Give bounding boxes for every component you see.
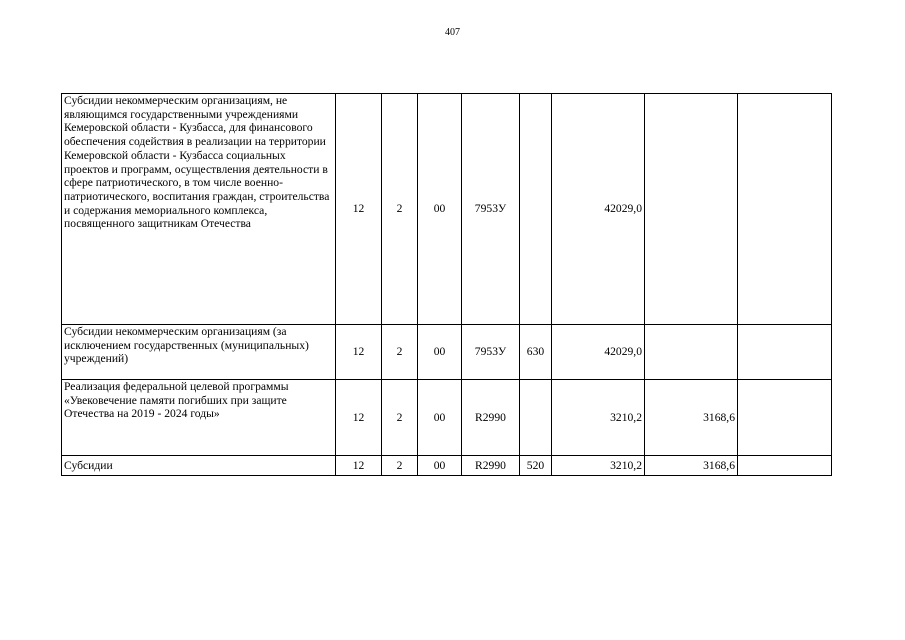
direction-cell: R2990 [462, 380, 520, 456]
expense-type-cell [520, 94, 552, 325]
amount-3-cell [738, 94, 832, 325]
section-cell: 12 [336, 456, 382, 476]
amount-2-cell [645, 325, 738, 380]
expense-type-cell: 630 [520, 325, 552, 380]
row-name-cell: Реализация федеральной целевой программы «Увековечение памяти погибших при защите Отечества на 2019 - 2024 годы» [62, 380, 336, 456]
program-cell: 00 [418, 380, 462, 456]
table-row [62, 456, 832, 476]
amount-2-cell: 3168,6 [645, 456, 738, 476]
program-cell: 00 [418, 325, 462, 380]
table-row [62, 380, 832, 456]
direction-cell: 7953У [462, 94, 520, 325]
subsection-cell: 2 [382, 456, 418, 476]
direction-cell: R2990 [462, 456, 520, 476]
amount-2-cell [645, 94, 738, 325]
amount-3-cell [738, 325, 832, 380]
expense-type-cell: 520 [520, 456, 552, 476]
row-name-cell: Субсидии [62, 456, 336, 476]
amount-1-cell: 3210,2 [552, 456, 645, 476]
subsection-cell: 2 [382, 325, 418, 380]
table-row [62, 325, 832, 380]
amount-1-cell: 42029,0 [552, 325, 645, 380]
row-name-cell: Субсидии некоммерческим организациям, не являющимся государственными учреждениями Кемеровской области - Кузбасса, для финансового обеспечения содействия в реализации на территории Кемеровской области - Кузбасса социальных проектов и программ, осуществления деятельности в сфере патриотического, в том числе военно-патриотического, воспитания граждан, строительства и содержания мемориального комплекса, посвященного защитникам Отечества [62, 94, 336, 325]
expense-type-cell [520, 380, 552, 456]
amount-1-cell: 3210,2 [552, 380, 645, 456]
amount-1-cell: 42029,0 [552, 94, 645, 325]
subsection-cell: 2 [382, 380, 418, 456]
program-cell: 00 [418, 456, 462, 476]
section-cell: 12 [336, 380, 382, 456]
budget-table [61, 93, 832, 476]
section-cell: 12 [336, 94, 382, 325]
amount-2-cell: 3168,6 [645, 380, 738, 456]
subsection-cell: 2 [382, 94, 418, 325]
table-row [62, 94, 832, 325]
amount-3-cell [738, 380, 832, 456]
row-name-cell: Субсидии некоммерческим организациям (за исключением государственных (муниципальных) учреждений) [62, 325, 336, 380]
program-cell: 00 [418, 94, 462, 325]
amount-3-cell [738, 456, 832, 476]
direction-cell: 7953У [462, 325, 520, 380]
page-number: 407 [445, 27, 460, 38]
section-cell: 12 [336, 325, 382, 380]
